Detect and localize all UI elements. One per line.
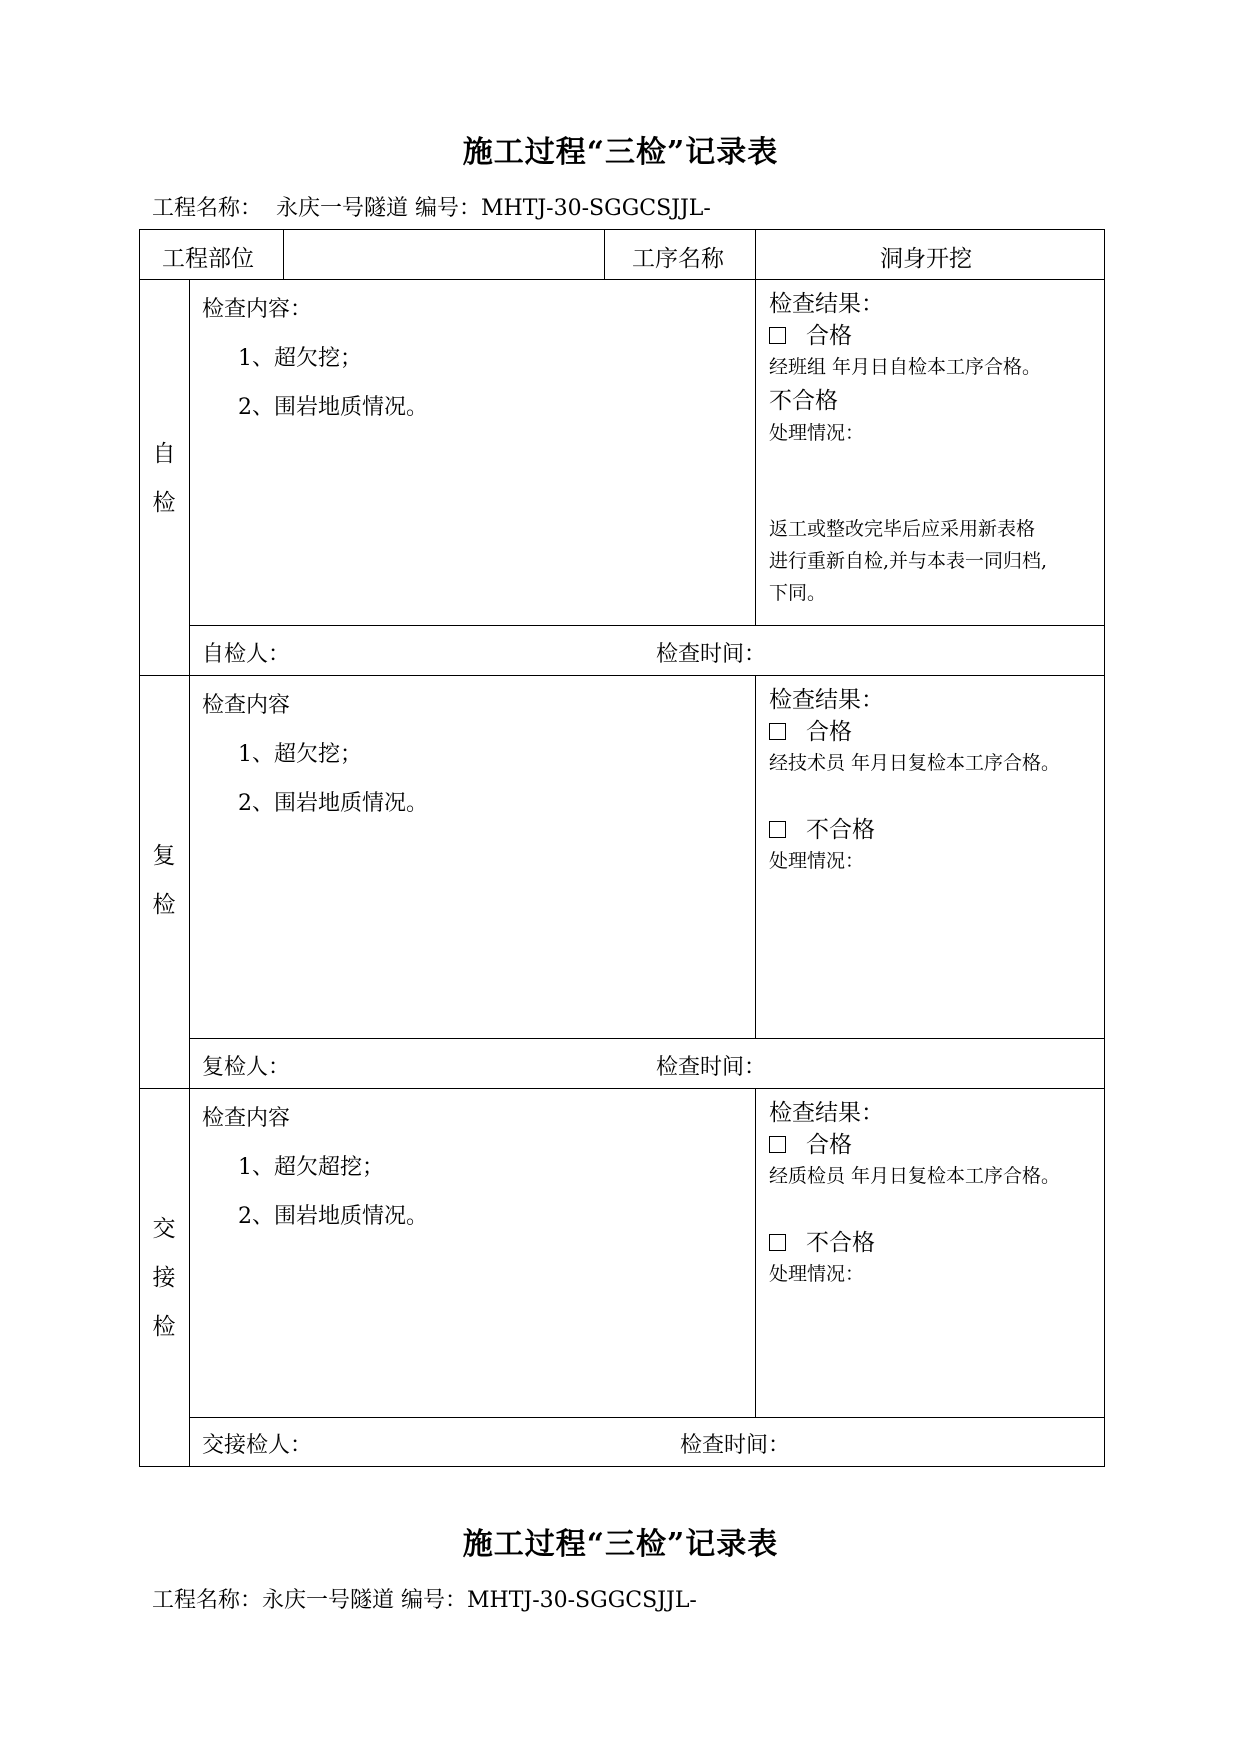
- pass-checkbox-icon[interactable]: [769, 327, 786, 344]
- header-divider: [139, 279, 1105, 280]
- footnote-line: 下同。: [769, 582, 827, 604]
- process-value: 洞身开挖: [880, 246, 972, 272]
- section-label-char: 检: [152, 1314, 176, 1340]
- check-item: 1、超欠超挖；: [238, 1155, 384, 1180]
- pass-note: 经班组 年月日自检本工序合格。: [769, 356, 1042, 378]
- header-col-divider-2: [604, 229, 605, 279]
- result-divider-1: [755, 279, 756, 625]
- handling-label: 处理情况：: [769, 422, 865, 444]
- second-page-title: 施工过程“三检”记录表: [462, 1527, 779, 1562]
- section-label-char: 检: [152, 892, 176, 918]
- fail-option: [769, 811, 875, 844]
- handling-label: 处理情况：: [769, 850, 865, 872]
- header-col-divider-3: [755, 229, 756, 279]
- footnote-line: 进行重新自检,并与本表一同归档,: [769, 550, 1048, 572]
- section-label-handover: [139, 1205, 189, 1352]
- result-divider-3: [755, 1088, 756, 1417]
- result-divider-2: [755, 675, 756, 1038]
- result-title: 检查结果：: [769, 687, 884, 713]
- part-label: 工程部位: [162, 246, 254, 272]
- section-label-char: 接: [152, 1265, 176, 1291]
- section-divider-2: [139, 1088, 1105, 1089]
- second-project-info: 工程名称：永庆一号隧道 编号：MHTJ-30-SGGCSJJL-: [152, 1588, 697, 1613]
- section-label-char: 检: [152, 490, 176, 516]
- signature-divider-3: [189, 1417, 1105, 1418]
- signature-divider-1: [189, 625, 1105, 626]
- pass-option: [769, 317, 852, 350]
- result-title: 检查结果：: [769, 291, 884, 317]
- pass-label: 合格: [806, 323, 852, 349]
- fail-label: 不合格: [769, 388, 838, 414]
- check-item: 2、围岩地质情况。: [238, 791, 428, 816]
- footnote-line: 返工或整改完毕后应采用新表格: [769, 518, 1036, 540]
- pass-checkbox-icon[interactable]: [769, 723, 786, 740]
- check-item: 1、超欠挖；: [238, 742, 362, 767]
- section-label-char: 交: [152, 1216, 176, 1242]
- section-label-recheck: [139, 832, 189, 930]
- pass-note: 经技术员 年月日复检本工序合格。: [769, 752, 1061, 774]
- header-col-divider-1: [283, 229, 284, 279]
- inspector-label: 复检人：: [202, 1055, 291, 1080]
- fail-checkbox-icon[interactable]: [769, 1234, 786, 1251]
- pass-checkbox-icon[interactable]: [769, 1136, 786, 1153]
- handling-label: 处理情况：: [769, 1263, 865, 1285]
- check-item: 2、围岩地质情况。: [238, 1204, 428, 1229]
- pass-option: [769, 1126, 852, 1159]
- pass-label: 合格: [806, 1132, 852, 1158]
- section-label-char: 复: [152, 843, 176, 869]
- section-divider-1: [139, 675, 1105, 676]
- page-title: 施工过程“三检”记录表: [462, 135, 779, 170]
- pass-option: [769, 713, 852, 746]
- content-title: 检查内容：: [202, 297, 313, 322]
- fail-checkbox-icon[interactable]: [769, 821, 786, 838]
- check-item: 2、围岩地质情况。: [238, 395, 428, 420]
- result-title: 检查结果：: [769, 1100, 884, 1126]
- fail-label: 不合格: [806, 817, 875, 843]
- content-title: 检查内容: [202, 1106, 291, 1131]
- check-item: 1、超欠挖；: [238, 346, 362, 371]
- inspector-label: 自检人：: [202, 642, 291, 667]
- project-info: 工程名称： 永庆一号隧道 编号：MHTJ-30-SGGCSJJL-: [152, 196, 711, 221]
- inspector-label: 交接检人：: [202, 1433, 313, 1458]
- content-title: 检查内容: [202, 693, 291, 718]
- pass-label: 合格: [806, 719, 852, 745]
- process-label: 工序名称: [632, 246, 724, 272]
- signature-divider-2: [189, 1038, 1105, 1039]
- time-label: 检查时间：: [656, 1055, 767, 1080]
- section-label-char: 自: [152, 441, 176, 467]
- fail-option: [769, 1224, 875, 1257]
- time-label: 检查时间：: [656, 642, 767, 667]
- time-label: 检查时间：: [680, 1433, 791, 1458]
- pass-note: 经质检员 年月日复检本工序合格。: [769, 1165, 1061, 1187]
- label-column-divider: [189, 279, 190, 1467]
- fail-label: 不合格: [806, 1230, 875, 1256]
- section-label-self: [139, 430, 189, 528]
